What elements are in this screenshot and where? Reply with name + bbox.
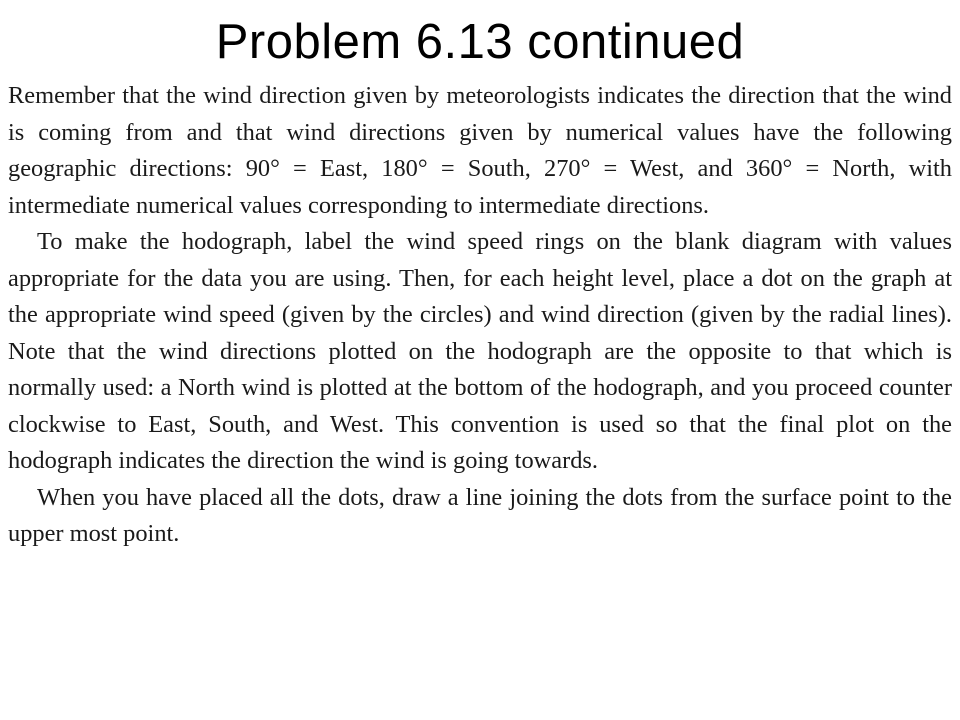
paragraph-wind-direction: Remember that the wind direction given by meteorologists indicates the direction that the wind is coming from and that wind directions given by numerical values have the following geographic directions: 90° = East, 180° = South, 270° = West, and 360° = North, with intermediate numerical values corresponding to intermediate directions. [8,82,952,219]
paragraph-join-dots: When you have placed all the dots, draw a line joining the dots from the surface point to the upper most point. [8,483,952,547]
paragraph-hodograph-instructions: To make the hodograph, label the wind speed rings on the blank diagram with values appropriate for the data you are using. Then, for each height level, place a dot on the graph at the appropriate wind speed (given by the circles) and wind direction (given by the radial lines). Note that the wind directions plotted on the hodograph are the opposite to that which is normally used: a North wind is plotted at the bottom of the hodograph, and you proceed counter clockwise to East, South, and West. This convention is used so that the final plot on the hodograph indicates the direction the wind is going towards. [8,228,952,474]
body-text [8,78,952,553]
slide-title: Problem 6.13 continued [215,15,745,69]
